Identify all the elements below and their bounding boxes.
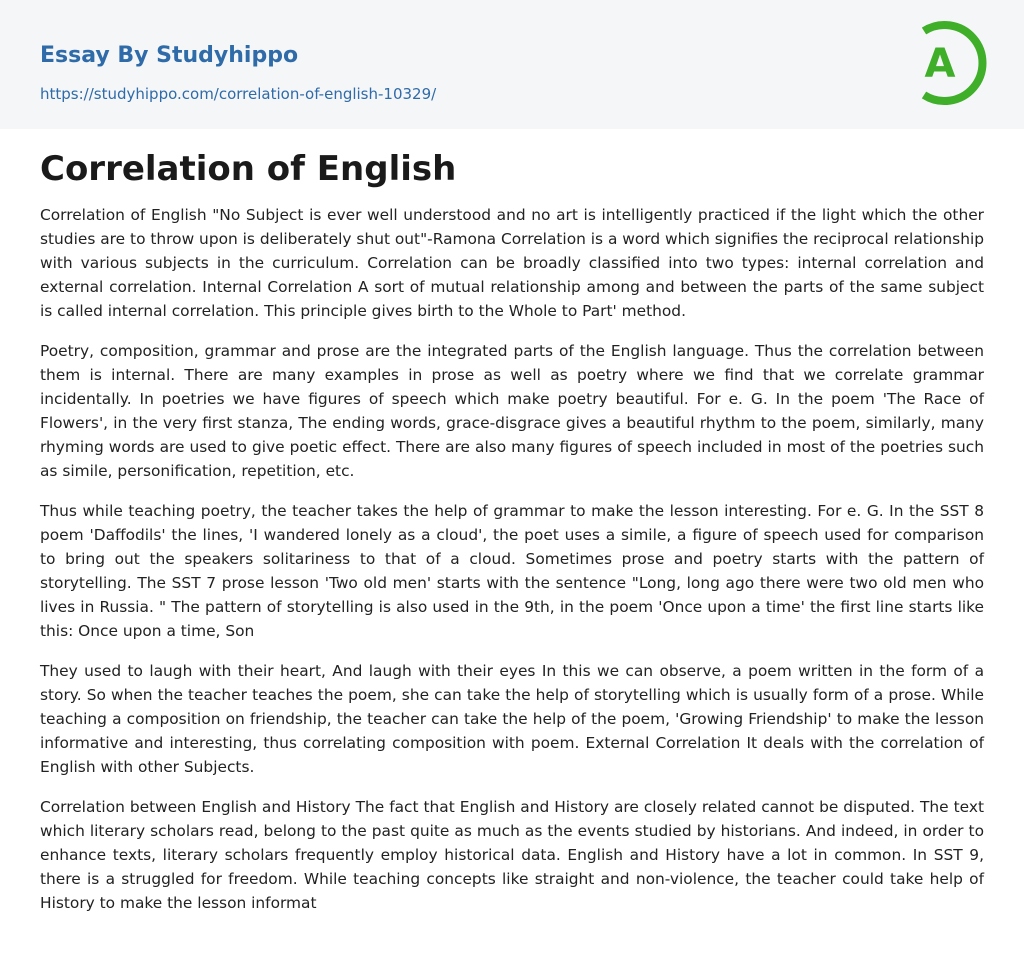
paragraph: Correlation of English "No Subject is ever well understood and no art is intelligently practiced if the light which the other studies are to throw upon is deliberately shut out"-Ramona Correlation is a word which signifies the reciprocal relationship with various subjects in the curriculum. Correlation can be broadly classified into two types: internal correlation and external correlation. Internal Correlation A sort of mutual relationship among and between the parts of the same subject is called internal correlation. This principle gives birth to the Whole to Part' method.: [40, 206, 984, 320]
paragraph: Correlation between English and History The fact that English and History are closely related cannot be disputed. The text which literary scholars read, belong to the past quite as much as the events studied by historians. And indeed, in order to enhance texts, literary scholars frequently employ historical data. English and History have a lot in common. In SST 9, there is a struggled for freedom. While teaching concepts like straight and non-violence, the teacher could take help of History to make the lesson informat: [40, 798, 984, 912]
article-title: Correlation of English: [40, 149, 457, 189]
article-body: [40, 203, 984, 915]
source-url-link[interactable]: https://studyhippo.com/correlation-of-english-10329/: [40, 85, 437, 103]
logo-letter: A: [924, 41, 956, 87]
paragraph: Poetry, composition, grammar and prose are the integrated parts of the English language. Thus the correlation between them is internal. There are many examples in prose as well as poetry where we find that we correlate grammar incidentally. In poetries we have figures of speech which make poetry beautiful. For e. G. In the poem 'The Race of Flowers', in the very first stanza, The ending words, grace-disgrace gives a beautiful rhythm to the poem, similarly, many rhyming words are used to give poetic effect. There are also many figures of speech included in most of the poetries such as simile, personification, repetition, etc.: [40, 342, 984, 480]
site-header: [0, 0, 1024, 129]
studyhippo-logo-icon[interactable]: [898, 18, 988, 108]
article: [0, 129, 1024, 915]
brand-name: Essay By Studyhippo: [40, 43, 299, 68]
paragraph: Thus while teaching poetry, the teacher takes the help of grammar to make the lesson interesting. For e. G. In the SST 8 poem 'Daffodils' the lines, 'I wandered lonely as a cloud', the poet uses a simile, a figure of speech used for comparison to bring out the speakers solitariness to that of a cloud. Sometimes prose and poetry starts with the pattern of storytelling. The SST 7 prose lesson 'Two old men' starts with the sentence "Long, long ago there were two old men who lives in Russia. " The pattern of storytelling is also used in the 9th, in the poem 'Once upon a time' the first line starts like this: Once upon a time, Son: [40, 502, 984, 640]
paragraph: They used to laugh with their heart, And laugh with their eyes In this we can observe, a poem written in the form of a story. So when the teacher teaches the poem, she can take the help of storytelling which is usually form of a prose. While teaching a composition on friendship, the teacher can take the help of the poem, 'Growing Friendship' to make the lesson informative and interesting, thus correlating composition with poem. External Correlation It deals with the correlation of English with other Subjects.: [40, 662, 984, 776]
